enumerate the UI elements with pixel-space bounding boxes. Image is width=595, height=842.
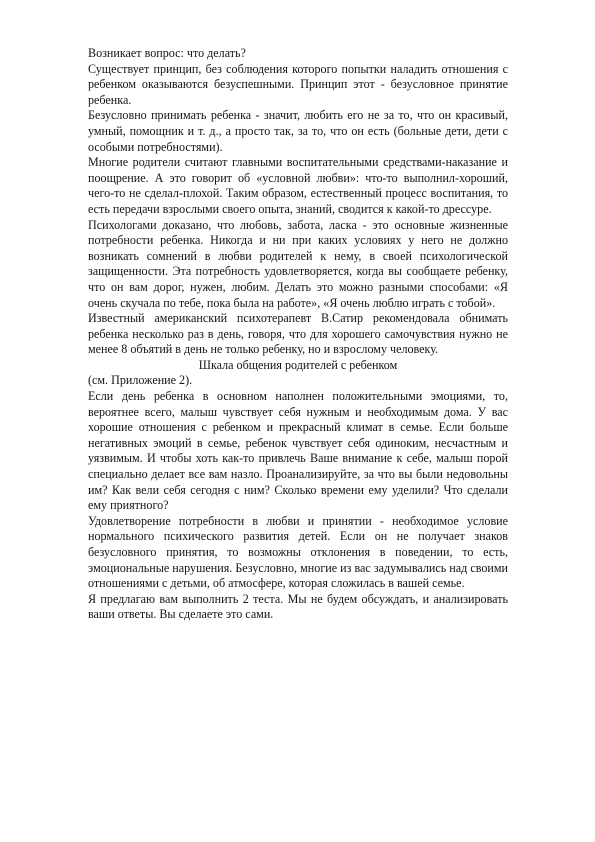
section-heading: Шкала общения родителей с ребенком — [198, 357, 398, 372]
paragraph-question: Возникает вопрос: что делать? — [88, 46, 246, 60]
paragraph-satir: Известный американский психотерапевт В.Сатир рекомендовала обнимать ребенка несколько раз в день, говоря, что для хорошего самочувствия нужно не менее 8 объятий в день не только ребенку, но и взрослому человеку. — [88, 311, 508, 357]
paragraph-psychologists: Психологами доказано, что любовь, забота, ласка - это основные жизненные потребности ребенка. Никогда и ни при каких условиях у него не должно возникать сомнений в любви родителей к нему, в своей психологической защищенности. Эта потребность удовлетворяется, когда вы сообщаете ребенку, что он вам дорог, нужен, любим. Делать это можно разными способами: «Я очень скучала по тебе, пока была на работе», «Я очень люблю играть с тобой». — [88, 217, 508, 310]
paragraph-principle: Существует принцип, без соблюдения которого попытки наладить отношения с ребенком оказываются безуспешными. Принцип этот - безусловное принятие ребенка. — [88, 61, 508, 107]
document-body — [88, 46, 508, 623]
paragraph-positive-emotions: Если день ребенка в основном наполнен положительными эмоциями, то, вероятнее всего, малыш чувствует себя нужным и необходимым дома. У вас хорошие отношения с ребенком и прекрасный климат в семье. Если больше негативных эмоций в семье, ребенок чувствует себя одиноким, несчастным и уязвимым. И чтобы хоть как-то привлечь Ваше внимание к себе, малыш порой специально делает все вам назло. Проанализируйте, за что вы были недовольны им? Как вели себя сегодня с ним? Сколько времени ему уделили? Что сделали ему приятного? — [88, 389, 508, 513]
appendix-reference: (см. Приложение 2). — [88, 373, 193, 388]
paragraph-tests: Я предлагаю вам выполнить 2 теста. Мы не будем обсуждать, и анализировать ваши ответы. Вы сделаете это сами. — [88, 591, 508, 622]
paragraph-conditional-love: Многие родители считают главными воспитательными средствами-наказание и поощрение. А это говорит об «условной любви»: что-то выполнил-хороший, чего-то не сделал-плохой. Таким образом, естественный процесс воспитания, то есть передачи взрослыми своего опыта, знаний, сводится к какой-то дрессуре. — [88, 155, 508, 216]
paragraph-needs: Удовлетворение потребности в любви и принятии - необходимое условие нормального психического развития детей. Если он не получает знаков безусловного принятия, то возможны отклонения в поведении, то есть, эмоциональные нарушения. Безусловно, многие из вас задумывались над своими отношениями с детьми, об атмосфере, которая сложилась в вашей семье. — [88, 513, 508, 591]
paragraph-unconditional-acceptance: Безусловно принимать ребенка - значит, любить его не за то, что он красивый, умный, помощник и т. д., а просто так, за то, что он есть (больные дети, дети с особыми потребностями). — [88, 108, 508, 154]
